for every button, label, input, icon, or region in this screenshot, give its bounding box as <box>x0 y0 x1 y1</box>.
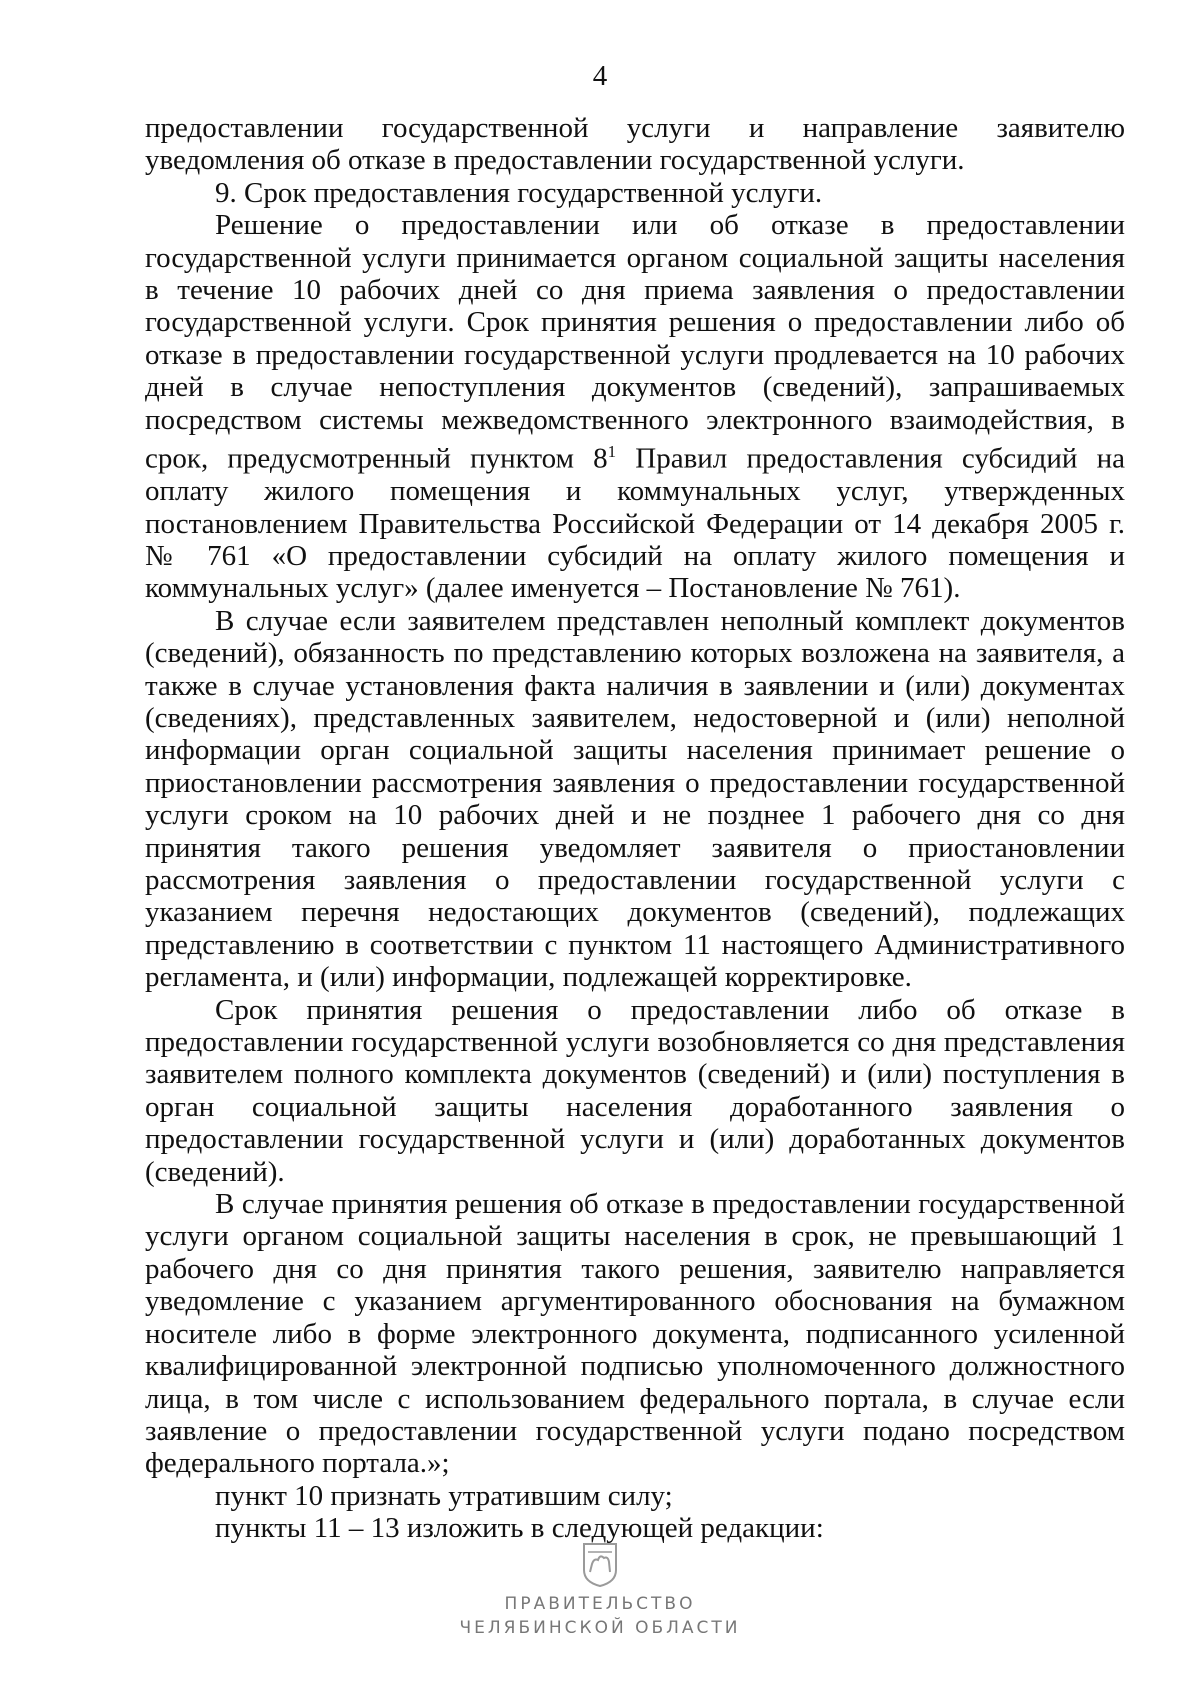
paragraph-items-11-13: пункты 11 – 13 изложить в следующей редакции: <box>215 1512 824 1545</box>
chelyabinsk-camel-emblem-icon <box>580 1540 620 1588</box>
stamp-line-2: ЧЕЛЯБИНСКОЙ ОБЛАСТИ <box>459 1618 741 1638</box>
paragraph-term-resumption: Срок принятия решения о предоставлении либо об отказе в предоставлении государственной услуги возобновляется со дня представления заявителем полного комплекта документов (сведений) и (или) поступления в орган социальной защиты населения доработанного заявления о предоставлении государственной услуги и (или) доработанных документов (сведений). <box>145 993 1125 1188</box>
paragraph-decision-term-part2: Правил предоставления субсидий на оплату жилого помещения и коммунальных услуг, утвержденных постановлением Правительства Российской Федерации от 14 декабря 2005 г. № 761 «О предоставлении субсидий на оплату жилого помещения и коммунальных услуг» (далее именуется – Постановление № 761). <box>145 442 1126 605</box>
paragraph-incomplete-documents: В случае если заявителем представлен неполный комплект документов (сведений), обязанность по представлению которых возложена на заявителя, а также в случае установления факта наличия в заявлении и (или) документах (сведениях), представленных заявителем, недостоверной и (или) неполной информации орган социальной защиты населения принимает решение о приостановлении рассмотрения заявления о предоставлении государственной услуги сроком на 10 рабочих дней и не позднее 1 рабочего дня со дня принятия такого решения уведомляет заявителя о приостановлении рассмотрения заявления о предоставлении государственной услуги с указанием перечня недостающих документов (сведений), подлежащих представлению в соответствии с пунктом 11 настоящего Административного регламента, и (или) информации, подлежащей корректировке. <box>145 604 1125 994</box>
government-stamp <box>0 1540 1200 1640</box>
document-body <box>145 112 1125 1545</box>
paragraph-continuation: предоставлении государственной услуги и направление заявителю уведомления об отказе в предоставлении государственной услуги. <box>145 112 1125 177</box>
paragraph-item-10: пункт 10 признать утратившим силу; <box>215 1479 673 1512</box>
paragraph-refusal-notice: В случае принятия решения об отказе в предоставлении государственной услуги органом социальной защиты населения в срок, не превышающий 1 рабочего дня со дня принятия такого решения, заявителю направляется уведомление с указанием аргументированного обоснования на бумажном носителе либо в форме электронного документа, подписанного усиленной квалифицированной электронной подписью уполномоченного должностного лица, в том числе с использованием федерального портала, в случае если заявление о предоставлении государственной услуги подано посредством федерального портала.»; <box>145 1188 1125 1480</box>
paragraph-decision-term <box>145 209 1125 605</box>
superscript-footnote: 1 <box>607 442 617 462</box>
paragraph-section-9-heading: 9. Срок предоставления государственной услуги. <box>215 176 823 209</box>
stamp-line-1: ПРАВИТЕЛЬСТВО <box>504 1594 696 1614</box>
paragraph-decision-term-part1: Решение о предоставлении или об отказе в предоставлении государственной услуги принимается органом социальной защиты населения в течение 10 рабочих дней со дня приема заявления о предоставлении государственной услуги. Срок принятия решения о предоставлении либо об отказе в предоставлении государственной услуги продлевается на 10 рабочих дней в случае непоступления документов (сведений), запрашиваемых посредством системы межведомственного электронного взаимодействия, в срок, предусмотренный пунктом 8 <box>145 209 1125 475</box>
page-number: 4 <box>592 60 608 92</box>
